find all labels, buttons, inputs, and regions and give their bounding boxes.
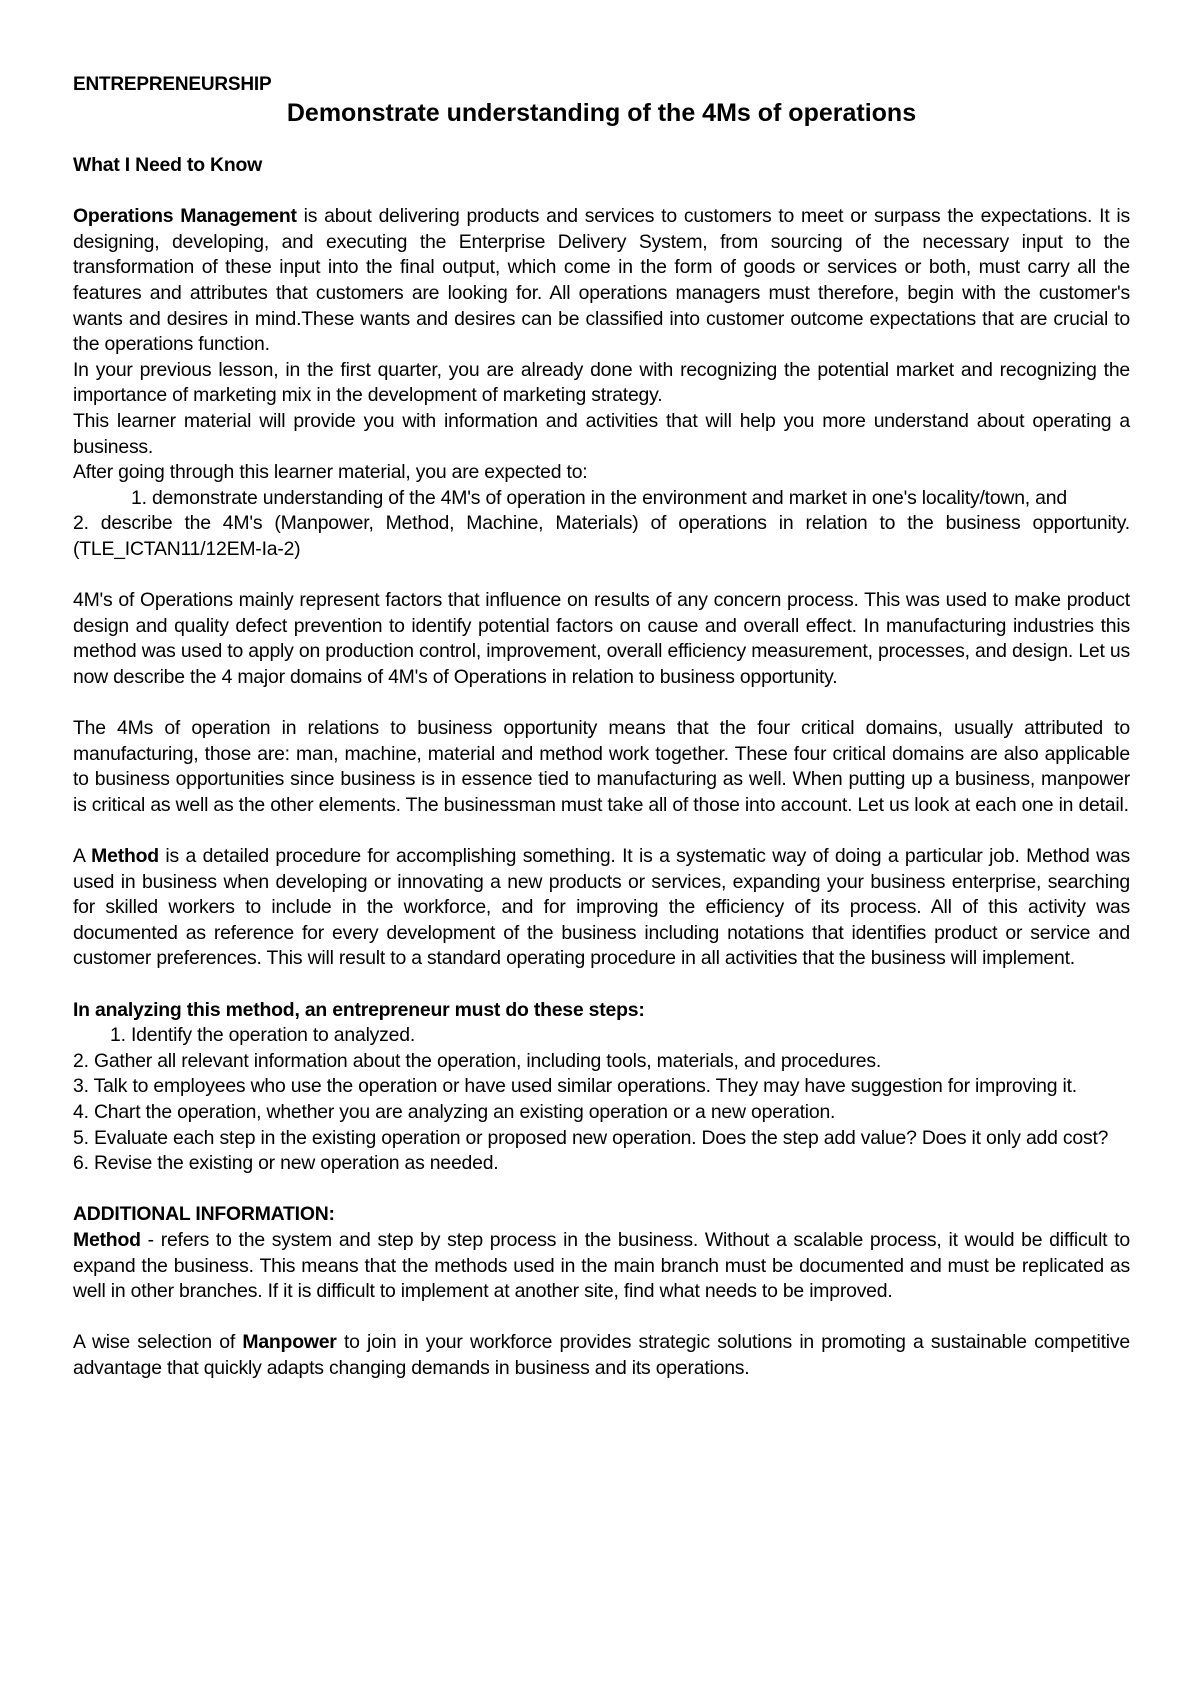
method-paragraph (73, 844, 1130, 972)
manpower-prefix: A wise selection of (73, 1331, 243, 1354)
relations-paragraph: The 4Ms of operation in relations to business opportunity means that the four critical domains, usually attributed to manufacturing, those are: man, machine, material and method work together. These four critical domains are also applicable to business opportunities since business is in essence tied to manufacturing as well. When putting up a business, manpower is critical as well as the other elements. The businessman must take all of those into account. Let us look at each one in detail. (73, 717, 1130, 816)
additional-method-term: Method (73, 1228, 141, 1251)
step-item: 5. Evaluate each step in the existing operation or proposed new operation. Does the step add value? Does it only add cost? (73, 1126, 1109, 1149)
step-item: 4. Chart the operation, whether you are analyzing an existing operation or a new operation. (73, 1100, 836, 1123)
intro-text: is about delivering products and services to customers to meet or surpass the expectations. It is designing, developing, and executing the Enterprise Delivery System, from sourcing of the necessary input to the transformation of these input into the final output, which come in the form of goods or services or both, must carry all the features and attributes that customers are looking for. All operations managers must therefore, begin with the customer's wants and desires in mind.These wants and desires can be classified into customer outcome expectations that are crucial to the operations function. (73, 205, 1130, 356)
material-intro-paragraph: This learner material will provide you with information and activities that will help you more understand about operating a business. (73, 409, 1130, 458)
additional-method-text: - refers to the system and step by step process in the business. Without a scalable process, it would be difficult to expand the business. This means that the methods used in the main branch must be documented and must be replicated as well in other branches. If it is difficult to implement at another site, find what needs to be improved. (73, 1228, 1130, 1303)
step-item: 2. Gather all relevant information about the operation, including tools, materials, and procedures. (73, 1049, 882, 1072)
additional-method-paragraph (73, 1228, 1130, 1305)
previous-lesson-paragraph: In your previous lesson, in the first quarter, you are already done with recognizing the potential market and recognizing the importance of marketing mix in the development of marketing strategy. (73, 358, 1130, 407)
expected-intro-paragraph: After going through this learner material, you are expected to: (73, 461, 588, 484)
objective-item: 2. describe the 4M's (Manpower, Method, Machine, Materials) of operations in relation to the business opportunity. (TLE_ICTAN11/12EM-Ia-2) (73, 512, 1130, 560)
manpower-term: Manpower (242, 1331, 337, 1354)
intro-term: Operations Management (73, 205, 297, 228)
objective-item: 1. demonstrate understanding of the 4M's of operation in the environment and market in one's locality/town, and (131, 486, 1067, 509)
page-title: Demonstrate understanding of the 4Ms of operations (286, 99, 917, 127)
manpower-paragraph (73, 1330, 1130, 1381)
method-prefix: A (73, 845, 92, 868)
spacer (73, 179, 1130, 205)
step-item: 3. Talk to employees who use the operation or have used similar operations. They may have suggestion for improving it. (73, 1075, 1077, 1098)
four-ms-paragraph: 4M's of Operations mainly represent factors that influence on results of any concern process. This was used to make product design and quality defect prevention to identify potential factors on cause and overall effect. In manufacturing industries this method was used to apply on production control, improvement, overall efficiency measurement, processes, and design. Let us now describe the 4 major domains of 4M's of Operations in relation to business opportunity. (73, 589, 1130, 688)
course-label: ENTREPRENEURSHIP (73, 74, 272, 95)
section-heading: What I Need to Know (73, 154, 263, 176)
step-item: 6. Revise the existing or new operation as needed. (73, 1152, 499, 1175)
intro-paragraph (73, 204, 1130, 358)
step-item: 1. Identify the operation to analyzed. (110, 1024, 416, 1047)
additional-heading: ADDITIONAL INFORMATION: (73, 1203, 335, 1226)
method-term: Method (91, 845, 159, 868)
steps-heading: In analyzing this method, an entrepreneur must do these steps: (73, 998, 645, 1021)
manpower-text: to join in your workforce provides strategic solutions in promoting a sustainable competitive advantage that quickly adapts changing demands in business and its operations. (73, 1331, 1130, 1379)
document-body (73, 73, 1130, 1382)
method-text: is a detailed procedure for accomplishing something. It is a systematic way of doing a particular job. Method was used in business when developing or innovating a new products or services, expanding your business enterprise, searching for skilled workers to include in the workforce, and for improving the efficiency of its process. All of this activity was documented as reference for every development of the business including notations that identifies product or service and customer preferences. This will result to a standard operating procedure in all activities that the business will implement. (73, 845, 1130, 970)
